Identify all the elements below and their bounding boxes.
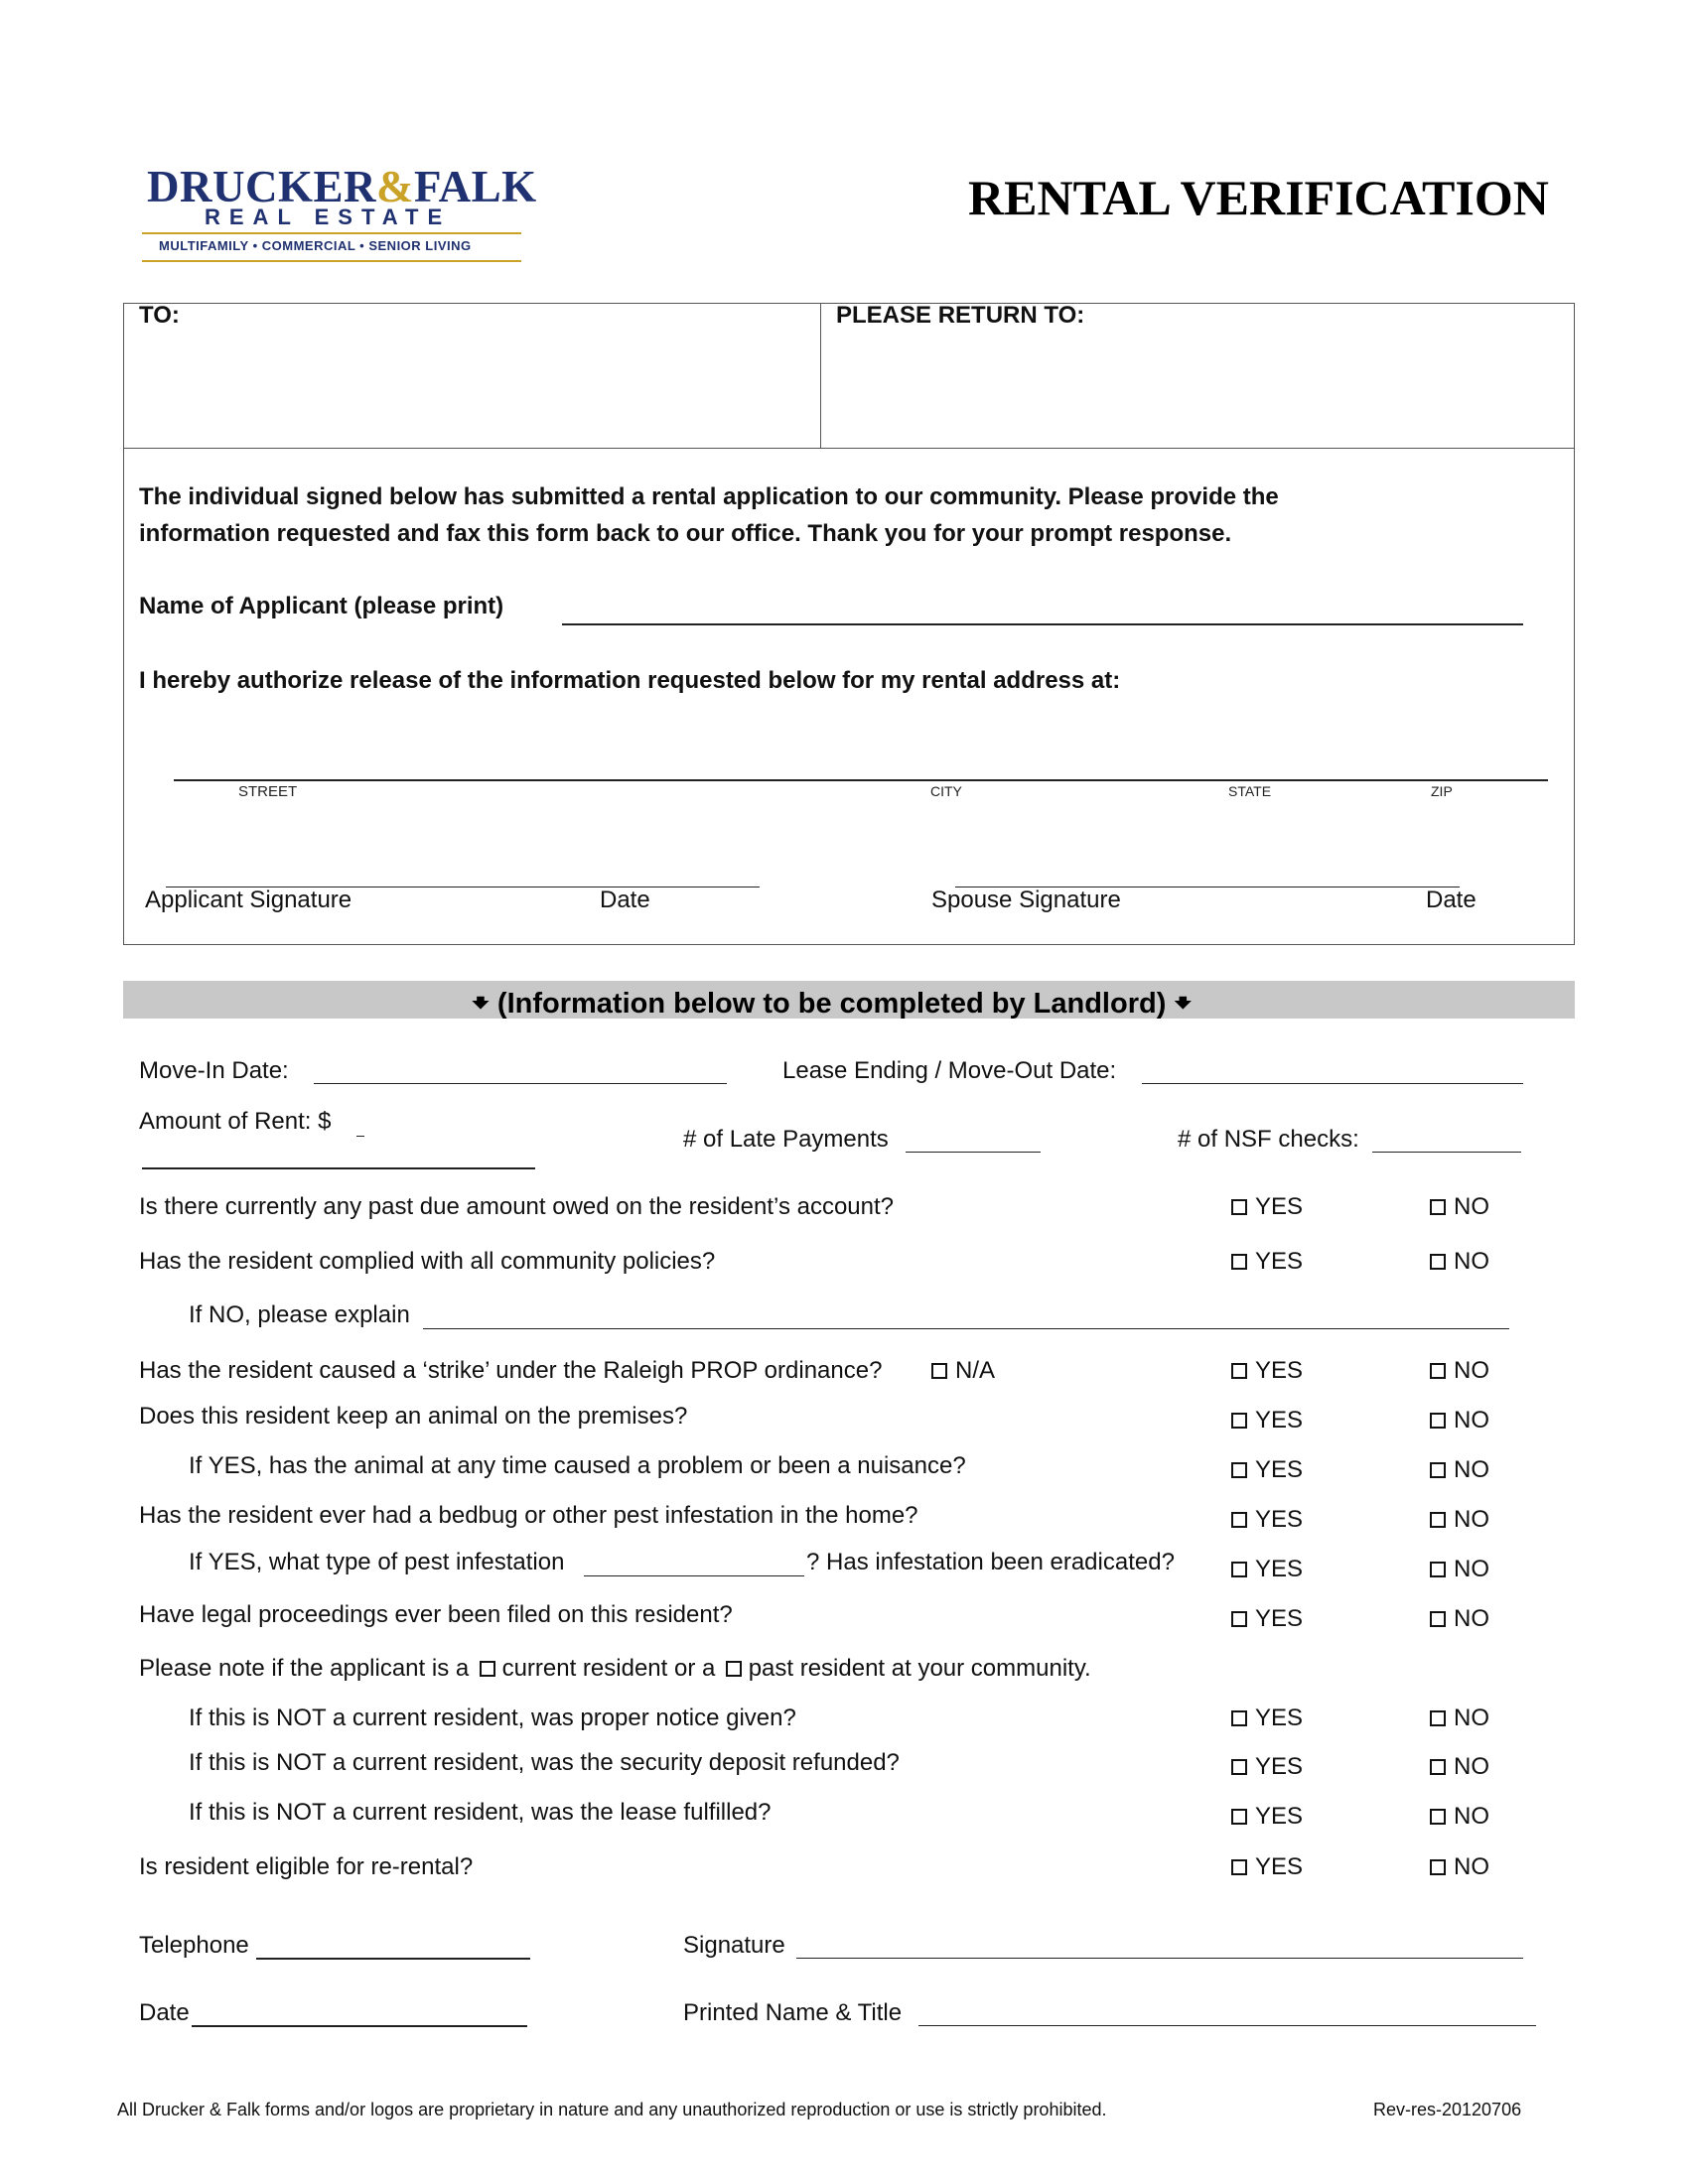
table-divider-horizontal (123, 448, 1575, 449)
intro-line-2: information requested and fax this form back to our office. Thank you for your prompt response. (139, 520, 1232, 547)
checkbox-square-icon (1231, 1512, 1247, 1528)
checkbox-complied-no[interactable] (1430, 1248, 1489, 1276)
no-label: NO (1454, 1407, 1489, 1433)
no-label: NO (1454, 1506, 1489, 1533)
checkbox-square-icon (1430, 1859, 1446, 1875)
checkbox-past-resident[interactable] (726, 1661, 742, 1677)
no-label: NO (1454, 1605, 1489, 1632)
telephone-field[interactable] (256, 1958, 530, 1960)
landlord-banner-text: 🠻 (Information below to be completed by Landlord) 🠻 (472, 988, 1193, 1020)
checkbox-prop-no[interactable] (1430, 1357, 1489, 1385)
no-label: NO (1454, 1357, 1489, 1384)
checkbox-square-icon (1430, 1199, 1446, 1215)
late-payments-label: # of Late Payments (683, 1126, 889, 1153)
question-past-due: Is there currently any past due amount owed on the resident’s account? (139, 1193, 895, 1220)
checkbox-prop-na[interactable] (931, 1357, 995, 1385)
street-caption: STREET (238, 783, 298, 800)
checkbox-square-icon (1231, 1199, 1247, 1215)
amount-rent-label: Amount of Rent: $ (139, 1108, 332, 1135)
spouse-signature-label: Spouse Signature (931, 887, 1121, 913)
checkbox-complied-yes[interactable] (1231, 1248, 1303, 1276)
checkbox-bedbug-yes[interactable] (1231, 1506, 1303, 1534)
checkbox-eradicated-no[interactable] (1430, 1556, 1489, 1583)
no-label: NO (1454, 1456, 1489, 1483)
amount-rent-field[interactable] (142, 1167, 535, 1169)
checkbox-square-icon (1430, 1710, 1446, 1726)
checkbox-square-icon (1231, 1710, 1247, 1726)
checkbox-square-icon (1430, 1562, 1446, 1577)
logo-ampersand: & (376, 162, 415, 211)
checkbox-square-icon (1430, 1363, 1446, 1379)
yes-label: YES (1255, 1193, 1304, 1220)
question-proper-notice: If this is NOT a current resident, was proper notice given? (189, 1705, 796, 1731)
resident-status-text-a: Please note if the applicant is a (139, 1655, 470, 1682)
spouse-date-label: Date (1426, 887, 1477, 913)
checkbox-square-icon (1430, 1462, 1446, 1478)
no-label: NO (1454, 1248, 1489, 1275)
checkbox-square-icon (1231, 1254, 1247, 1270)
resident-status-text-c: past resident at your community. (748, 1655, 1091, 1682)
question-re-rental: Is resident eligible for re‐rental? (139, 1853, 474, 1880)
logo-subtitle: REAL ESTATE (205, 205, 452, 229)
yes-label: YES (1255, 1456, 1304, 1483)
checkbox-lease-no[interactable] (1430, 1803, 1489, 1831)
move-in-label: Move‐In Date: (139, 1057, 289, 1084)
logo-name-part1: DRUCKER (147, 162, 377, 211)
yes-label: YES (1255, 1407, 1304, 1433)
no-label: NO (1454, 1705, 1489, 1731)
question-animal-problem: If YES, has the animal at any time caused a problem or been a nuisance? (189, 1452, 966, 1479)
checkbox-eradicated-yes[interactable] (1231, 1556, 1303, 1583)
checkbox-lease-yes[interactable] (1231, 1803, 1303, 1831)
yes-label: YES (1255, 1556, 1304, 1582)
signature-label: Signature (683, 1932, 785, 1959)
checkbox-square-icon (1430, 1809, 1446, 1825)
applicant-name-field[interactable] (562, 623, 1523, 625)
logo-rule-top (142, 232, 521, 234)
no-label: NO (1454, 1803, 1489, 1830)
yes-label: YES (1255, 1853, 1304, 1880)
authorize-text: I hereby authorize release of the information requested below for my rental address at: (139, 667, 1121, 694)
zip-caption: ZIP (1431, 783, 1453, 799)
question-legal: Have legal proceedings ever been filed on this resident? (139, 1601, 733, 1628)
printed-name-label: Printed Name & Title (683, 1999, 903, 2026)
no-label: NO (1454, 1753, 1489, 1780)
logo-rule-bottom (142, 260, 521, 262)
printed-name-field[interactable] (918, 2025, 1536, 2026)
checkbox-deposit-yes[interactable] (1231, 1753, 1303, 1781)
checkbox-square-icon (1231, 1462, 1247, 1478)
checkbox-square-icon (1430, 1611, 1446, 1627)
yes-label: YES (1255, 1357, 1304, 1384)
question-pest-type: If YES, what type of pest infestation (189, 1549, 565, 1575)
logo-name-part2: FALK (414, 162, 537, 211)
no-label: NO (1454, 1556, 1489, 1582)
question-bedbug: Has the resident ever had a bedbug or other pest infestation in the home? (139, 1502, 918, 1529)
checkbox-square-icon (1430, 1759, 1446, 1775)
checkbox-notice-yes[interactable] (1231, 1705, 1303, 1732)
checkbox-square-icon (1231, 1562, 1247, 1577)
checkbox-rerental-no[interactable] (1430, 1853, 1489, 1881)
pest-type-field[interactable] (584, 1575, 804, 1576)
no-label: NO (1454, 1193, 1489, 1220)
footer-notice: All Drucker & Falk forms and/or logos are proprietary in nature and any unauthorized reproduction or use is strictly prohibited. (117, 2100, 1107, 2119)
applicant-name-label: Name of Applicant (please print) (139, 593, 504, 619)
checkbox-bedbug-no[interactable] (1430, 1506, 1489, 1534)
checkbox-square-icon (1231, 1611, 1247, 1627)
revision-code: Rev‐res‐20120706 (1373, 2100, 1522, 2119)
telephone-label: Telephone (139, 1932, 249, 1959)
checkbox-square-icon (1231, 1363, 1247, 1379)
question-deposit-refunded: If this is NOT a current resident, was the security deposit refunded? (189, 1749, 900, 1776)
intro-line-1: The individual signed below has submitted a rental application to our community. Please provide the (139, 483, 1279, 510)
yes-label: YES (1255, 1753, 1304, 1780)
amount-rent-dash (356, 1136, 364, 1137)
question-prop-strike: Has the resident caused a ‘strike’ under the Raleigh PROP ordinance? (139, 1357, 883, 1384)
page-title: RENTAL VERIFICATION (968, 170, 1549, 225)
yes-label: YES (1255, 1705, 1304, 1731)
explain-field[interactable] (423, 1328, 1509, 1329)
checkbox-legal-yes[interactable] (1231, 1605, 1303, 1633)
checkbox-square-icon (1430, 1413, 1446, 1429)
checkbox-square-icon (1231, 1759, 1247, 1775)
applicant-signature-label: Applicant Signature (145, 887, 352, 913)
yes-label: YES (1255, 1506, 1304, 1533)
checkbox-deposit-no[interactable] (1430, 1753, 1489, 1781)
nsf-checks-label: # of NSF checks: (1178, 1126, 1359, 1153)
no-label: NO (1454, 1853, 1489, 1880)
checkbox-current-resident[interactable] (480, 1661, 495, 1677)
table-divider-vertical (820, 303, 821, 449)
city-caption: CITY (930, 783, 962, 799)
late-payments-field[interactable] (906, 1152, 1041, 1153)
return-to-label: PLEASE RETURN TO: (836, 302, 1085, 329)
question-animal: Does this resident keep an animal on the premises? (139, 1403, 688, 1430)
checkbox-square-icon (1430, 1512, 1446, 1528)
move-in-field[interactable] (314, 1083, 727, 1084)
checkbox-animal-yes[interactable] (1231, 1407, 1303, 1434)
yes-label: YES (1255, 1248, 1304, 1275)
lease-ending-label: Lease Ending / Move‐Out Date: (782, 1057, 1117, 1084)
checkbox-square-icon (1430, 1254, 1446, 1270)
checkbox-square-icon (931, 1363, 947, 1379)
question-lease-fulfilled: If this is NOT a current resident, was the lease fulfilled? (189, 1799, 772, 1826)
checkbox-legal-no[interactable] (1430, 1605, 1489, 1633)
explain-label: If NO, please explain (189, 1301, 410, 1328)
na-label: N/A (955, 1357, 996, 1384)
checkbox-past-due-yes[interactable] (1231, 1193, 1303, 1221)
checkbox-rerental-yes[interactable] (1231, 1853, 1303, 1881)
question-complied-policies: Has the resident complied with all community policies? (139, 1248, 716, 1275)
to-label: TO: (139, 302, 180, 329)
nsf-checks-field[interactable] (1372, 1152, 1521, 1153)
checkbox-animal-no[interactable] (1430, 1407, 1489, 1434)
checkbox-square-icon (1231, 1859, 1247, 1875)
logo-tagline: MULTIFAMILY • COMMERCIAL • SENIOR LIVING (159, 238, 472, 253)
checkbox-animal-problem-yes[interactable] (1231, 1456, 1303, 1484)
applicant-date-label: Date (600, 887, 650, 913)
yes-label: YES (1255, 1803, 1304, 1830)
address-field-line[interactable] (174, 779, 1548, 781)
state-caption: STATE (1228, 783, 1272, 799)
signature-field[interactable] (796, 1958, 1523, 1959)
checkbox-animal-problem-no[interactable] (1430, 1456, 1489, 1484)
checkbox-square-icon (1231, 1413, 1247, 1429)
lease-ending-field[interactable] (1142, 1083, 1523, 1084)
checkbox-prop-yes[interactable] (1231, 1357, 1303, 1385)
date-label: Date (139, 1999, 190, 2026)
resident-status-text-b: current resident or a (501, 1655, 716, 1682)
question-pest-eradicated: ? Has infestation been eradicated? (806, 1549, 1175, 1575)
checkbox-past-due-no[interactable] (1430, 1193, 1489, 1221)
date-field[interactable] (192, 2025, 527, 2027)
question-resident-status (139, 1655, 1091, 1683)
yes-label: YES (1255, 1605, 1304, 1632)
checkbox-square-icon (1231, 1809, 1247, 1825)
checkbox-notice-no[interactable] (1430, 1705, 1489, 1732)
